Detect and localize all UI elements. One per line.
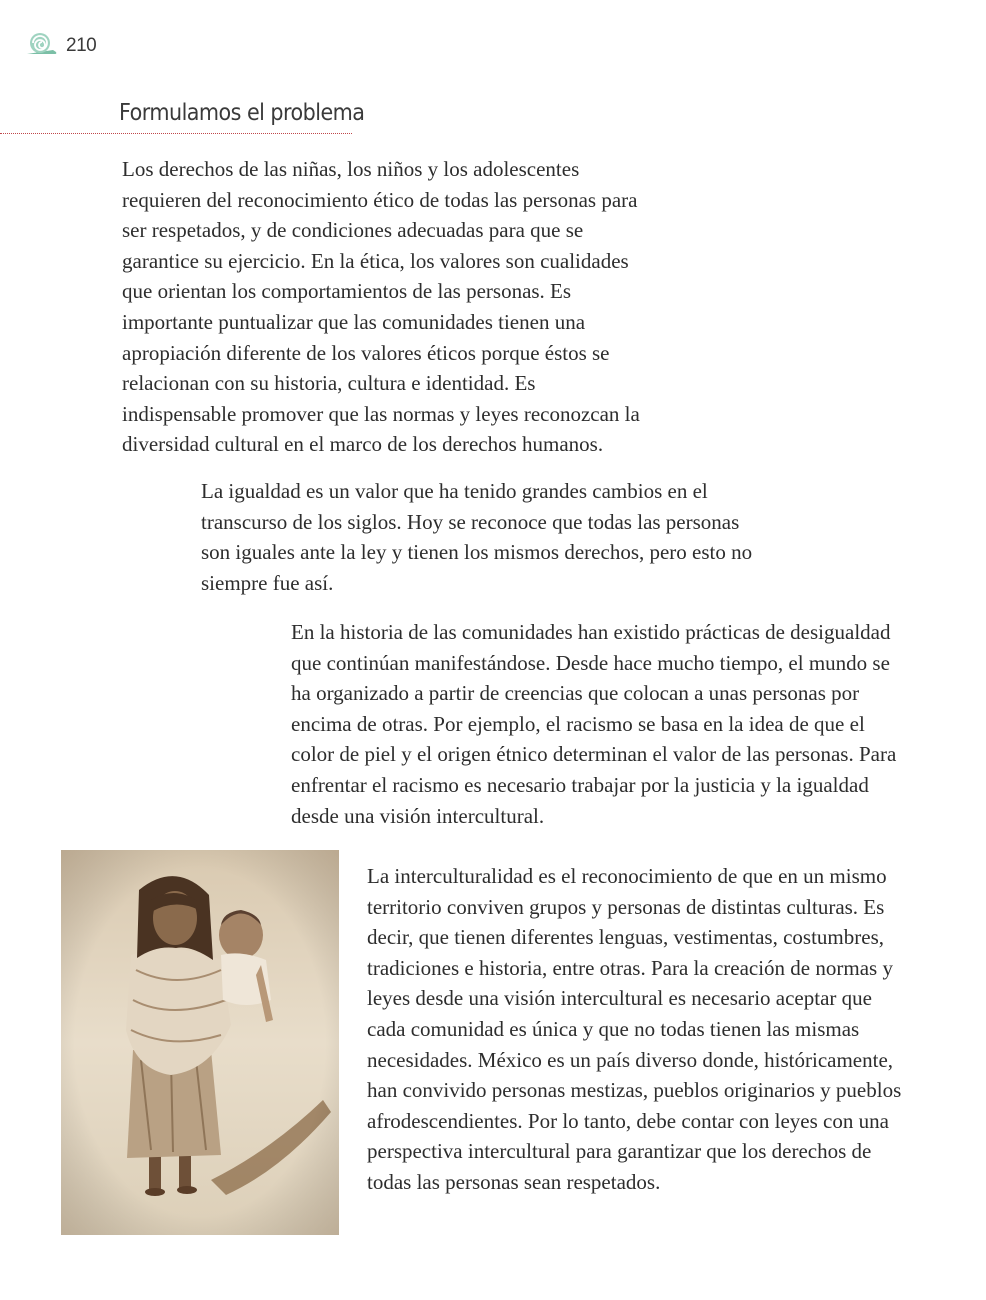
title-divider	[0, 133, 352, 134]
paragraph-equality: La igualdad es un valor que ha tenido grandes cambios en el transcurso de los siglos. Hoy se reconoce que todas las personas son iguales ante la ley y tienen los mismos derechos, pero esto no siempre fue así.	[201, 479, 753, 595]
paragraph-interculturality: La interculturalidad es el reconocimiento de que en un mismo territorio conviven grupos y personas de distintas culturas. Es decir, que tienen diferentes lenguas, vestimentas, costumbres, tradiciones e historia, entre otras. Para la creación de normas y leyes desde una visión intercultural es necesario aceptar que cada comunidad es única y que no todas tienen las mismas necesidades. México es un país diverso donde, históricamente, han convivido personas mestizas, pueblos originarios y pueblos afrodescendientes. Por lo tanto, debe contar con leyes con una perspectiva intercultural para garantizar que los derechos de todas las personas sean respetados.	[367, 864, 902, 1194]
page-number: 210	[66, 34, 97, 56]
page-header	[24, 30, 96, 61]
paragraph-rights: Los derechos de las niñas, los niños y los adolescentes requieren del reconocimiento ético de todas las personas para ser respetados, y de condiciones adecuadas para que se garantice su ejercicio. En la ética, los valores son cualidades que orientan los comportamientos de las personas. Es importante puntualizar que las comunidades tienen una apropiación diferente de los valores éticos porque éstos se relacionan con su historia, cultura e identidad. Es indispensable promover que las normas y leyes reconozcan la diversidad cultural en el marco de los derechos humanos.	[122, 157, 640, 457]
historical-photo	[61, 850, 339, 1235]
paragraph-inequality: En la historia de las comunidades han existido prácticas de desigualdad que continúan manifestándose. Desde hace mucho tiempo, el mundo se ha organizado a partir de creencias que colocan a unas personas por encima de otras. Por ejemplo, el racismo se basa en la idea de que el color de piel y el origen étnico determinan el valor de las personas. Para enfrentar el racismo es necesario trabajar por la justicia y la igualdad desde una visión intercultural.	[291, 620, 897, 828]
snail-icon	[24, 30, 58, 61]
section-title: Formulamos el problema	[119, 100, 365, 126]
